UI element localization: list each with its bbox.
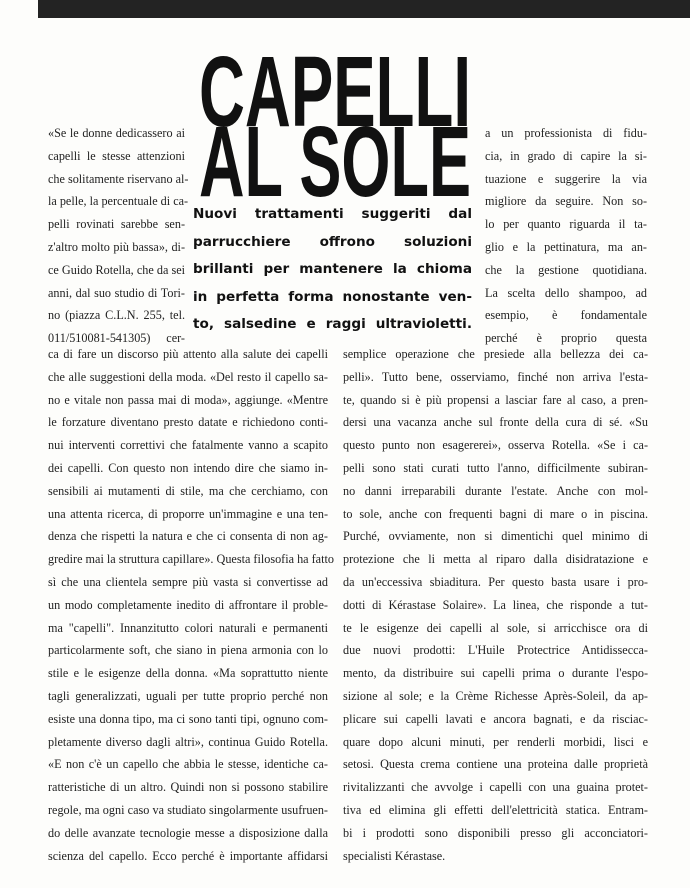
top-black-bar <box>38 0 690 18</box>
text-line: mento, da distribuire sui capelli prima o durante l'espo- <box>343 666 648 681</box>
text-line: to, salsedine e raggi ultravioletti. <box>193 316 472 332</box>
text-line: pelli». Tutto bene, osserviamo, finché non arriva l'esta- <box>343 369 648 384</box>
text-line: capelli le stesse attenzioni <box>48 148 185 163</box>
text-line: brillanti per mantenere la chioma <box>193 261 472 277</box>
text-line: ratteristiche di un altro. Quindi non si possono stabilire <box>48 780 328 795</box>
text-line: te le esigenze dei capelli al sole, si arricchisce ora di <box>343 620 648 635</box>
text-line: pelli sono stati curati tutto l'anno, difficilmente subiran- <box>343 460 648 475</box>
text-line: sensibili ai mutamenti di stile, ma che cerchiamo, con <box>48 483 328 498</box>
text-line: La scelta dello shampoo, ad <box>485 285 647 300</box>
text-line: esempio, è fondamentale <box>485 308 647 323</box>
text-line: parrucchiere offrono soluzioni <box>193 233 472 250</box>
text-line: un modo completamente inedito di affrontare il proble- <box>48 597 328 612</box>
text-line: stile e le esigenze della donna. «Ma soprattutto niente <box>48 666 328 681</box>
text-line: dei capelli. Con questo non intendo dire che siamo in- <box>48 460 328 475</box>
text-line: te, quando si è più propensi a lasciar fare al caso, a pren- <box>343 392 648 407</box>
text-line: Nuovi trattamenti suggeriti dal <box>193 206 472 222</box>
text-line: to sole, anche con frequenti bagni di mare o in piscina. <box>343 506 648 521</box>
text-line: perché è proprio questa <box>485 331 647 346</box>
text-line: sizione al sole; e la Crème Richesse Après-Soleil, da ap- <box>343 688 648 703</box>
text-line: ca di fare un discorso più attento alla salute dei capelli <box>48 347 328 361</box>
text-line: no (piazza C.L.N. 255, tel. <box>48 308 185 323</box>
text-line: due nuovi prodotti: L'Huile Protectrice Antidissecca- <box>343 643 648 658</box>
text-line: «Se le donne dedicassero ai <box>48 126 185 140</box>
text-line: glio e la pettinatura, ma an- <box>485 239 647 254</box>
column-top-left <box>48 122 189 350</box>
text-line: in perfetta forma nonostante ven- <box>193 288 472 305</box>
text-line: bi i prodotti sono disponibili presso gli acconciatori- <box>343 825 648 840</box>
text-line: setosi. Questa crema contiene una proteina dalle proprietà <box>343 757 648 772</box>
text-line: che la gestione quotidiana. <box>485 262 647 277</box>
text-line: denza che rispetti la natura e che ci consenta di non ag- <box>48 529 328 544</box>
title-line-1: CAPELLI <box>199 36 471 148</box>
text-line: z'altro molto più bassa», di- <box>48 239 185 254</box>
text-line: tuazione e suggerire la via <box>485 171 647 186</box>
column-top-right <box>485 122 647 350</box>
column-bottom-left <box>48 343 334 867</box>
text-line: Purché, ovviamente, non si dimentichi quel minimo di <box>343 529 648 544</box>
text-line: da un'eccessiva sbiaditura. Per questo basta usare i pro- <box>343 574 648 589</box>
text-line: do delle avanzate tecnologie messe a disposizione dalla <box>48 825 328 840</box>
text-line: cia, in grado di capire la si- <box>485 148 647 163</box>
text-line: regole, ma ogni caso va studiato singolarmente usufruen- <box>48 802 328 817</box>
text-line: 011/510081-541305) cer- <box>48 331 185 346</box>
text-line: ma "capelli". Innanzitutto colori naturali e permanenti <box>48 620 328 635</box>
text-line: no e vitale non passa mai di moda», aggiunge. «Mentre <box>48 392 328 407</box>
text-line: no danni irreparabili durante l'estate. Anche con mol- <box>343 483 648 498</box>
text-line: pletamente diverso dagli altri», continua Guido Rotella. <box>48 734 328 749</box>
article-title <box>196 36 481 201</box>
text-line: le forzature diventano presto datate e richiedono conti- <box>48 415 328 430</box>
text-line: rivitalizzanti che avvolge i capelli con una guaina protet- <box>343 780 648 795</box>
text-line: specialisti Kérastase. <box>343 848 446 863</box>
text-line: anni, dal suo studio di Tori- <box>48 285 185 300</box>
text-line: dersi una vacanza anche sul fronte della cura di sé. «Su <box>343 415 648 430</box>
text-line: semplice operazione che presiede alla bellezza dei ca- <box>343 347 648 361</box>
text-line: questo punto non esagererei», osserva Rotella. «Se i ca- <box>343 438 648 453</box>
text-line: quare dopo alcuni minuti, per renderli morbidi, lisci e <box>343 734 648 749</box>
column-bottom-right <box>343 343 648 867</box>
text-line: una attenta ricerca, di proporre un'immagine e una ten- <box>48 506 328 521</box>
text-line: che alle suggestioni della moda. «Del resto il capello sa- <box>48 369 328 384</box>
text-line: sì che una clientela sempre più vasta si convertisse ad <box>48 574 328 589</box>
text-line: dotti di Kérastase Solaire». La linea, che risponde a tut- <box>343 597 648 612</box>
text-line: la pelle, la percentuale di ca- <box>48 194 189 209</box>
text-line: particolarmente soft, che siano in piena armonia con lo <box>48 643 328 658</box>
text-line: migliore da seguire. Non so- <box>485 194 647 209</box>
text-line: nui interventi correttivi che fatalmente vanno a scapito <box>48 438 328 453</box>
text-line: gredire mai la struttura capillare». Questa filosofia ha fatto <box>48 552 334 567</box>
text-line: protezione che li metta al riparo dalla disidratazione e <box>343 552 648 567</box>
text-line: pelli rovinati sarebbe sen- <box>48 217 185 232</box>
title-line-2: AL SOLE <box>199 106 471 201</box>
text-line: plicare sui capelli lavati e ancora bagnati, e da risciac- <box>343 711 648 726</box>
text-line: tiva ed elimina gli effetti dell'elettricità statica. Entram- <box>343 802 648 817</box>
text-line: a un professionista di fidu- <box>485 126 647 140</box>
text-line: che solitamente riservano al- <box>48 171 189 186</box>
text-line: lo per quanto riguarda il ta- <box>485 217 647 232</box>
text-line: ce Guido Rotella, che da sei <box>48 262 185 277</box>
article-subtitle <box>193 201 472 339</box>
text-line: esiste una donna tipo, ma ci sono tanti tipi, ognuno com- <box>48 711 328 726</box>
text-line: tagli generalizzati, uguali per tutte proprio perché non <box>48 688 328 703</box>
text-line: «E non c'è un capello che abbia le stesse, identiche ca- <box>48 757 328 772</box>
text-line: scienza del capello. Ecco perché è importante affidarsi <box>48 848 328 863</box>
